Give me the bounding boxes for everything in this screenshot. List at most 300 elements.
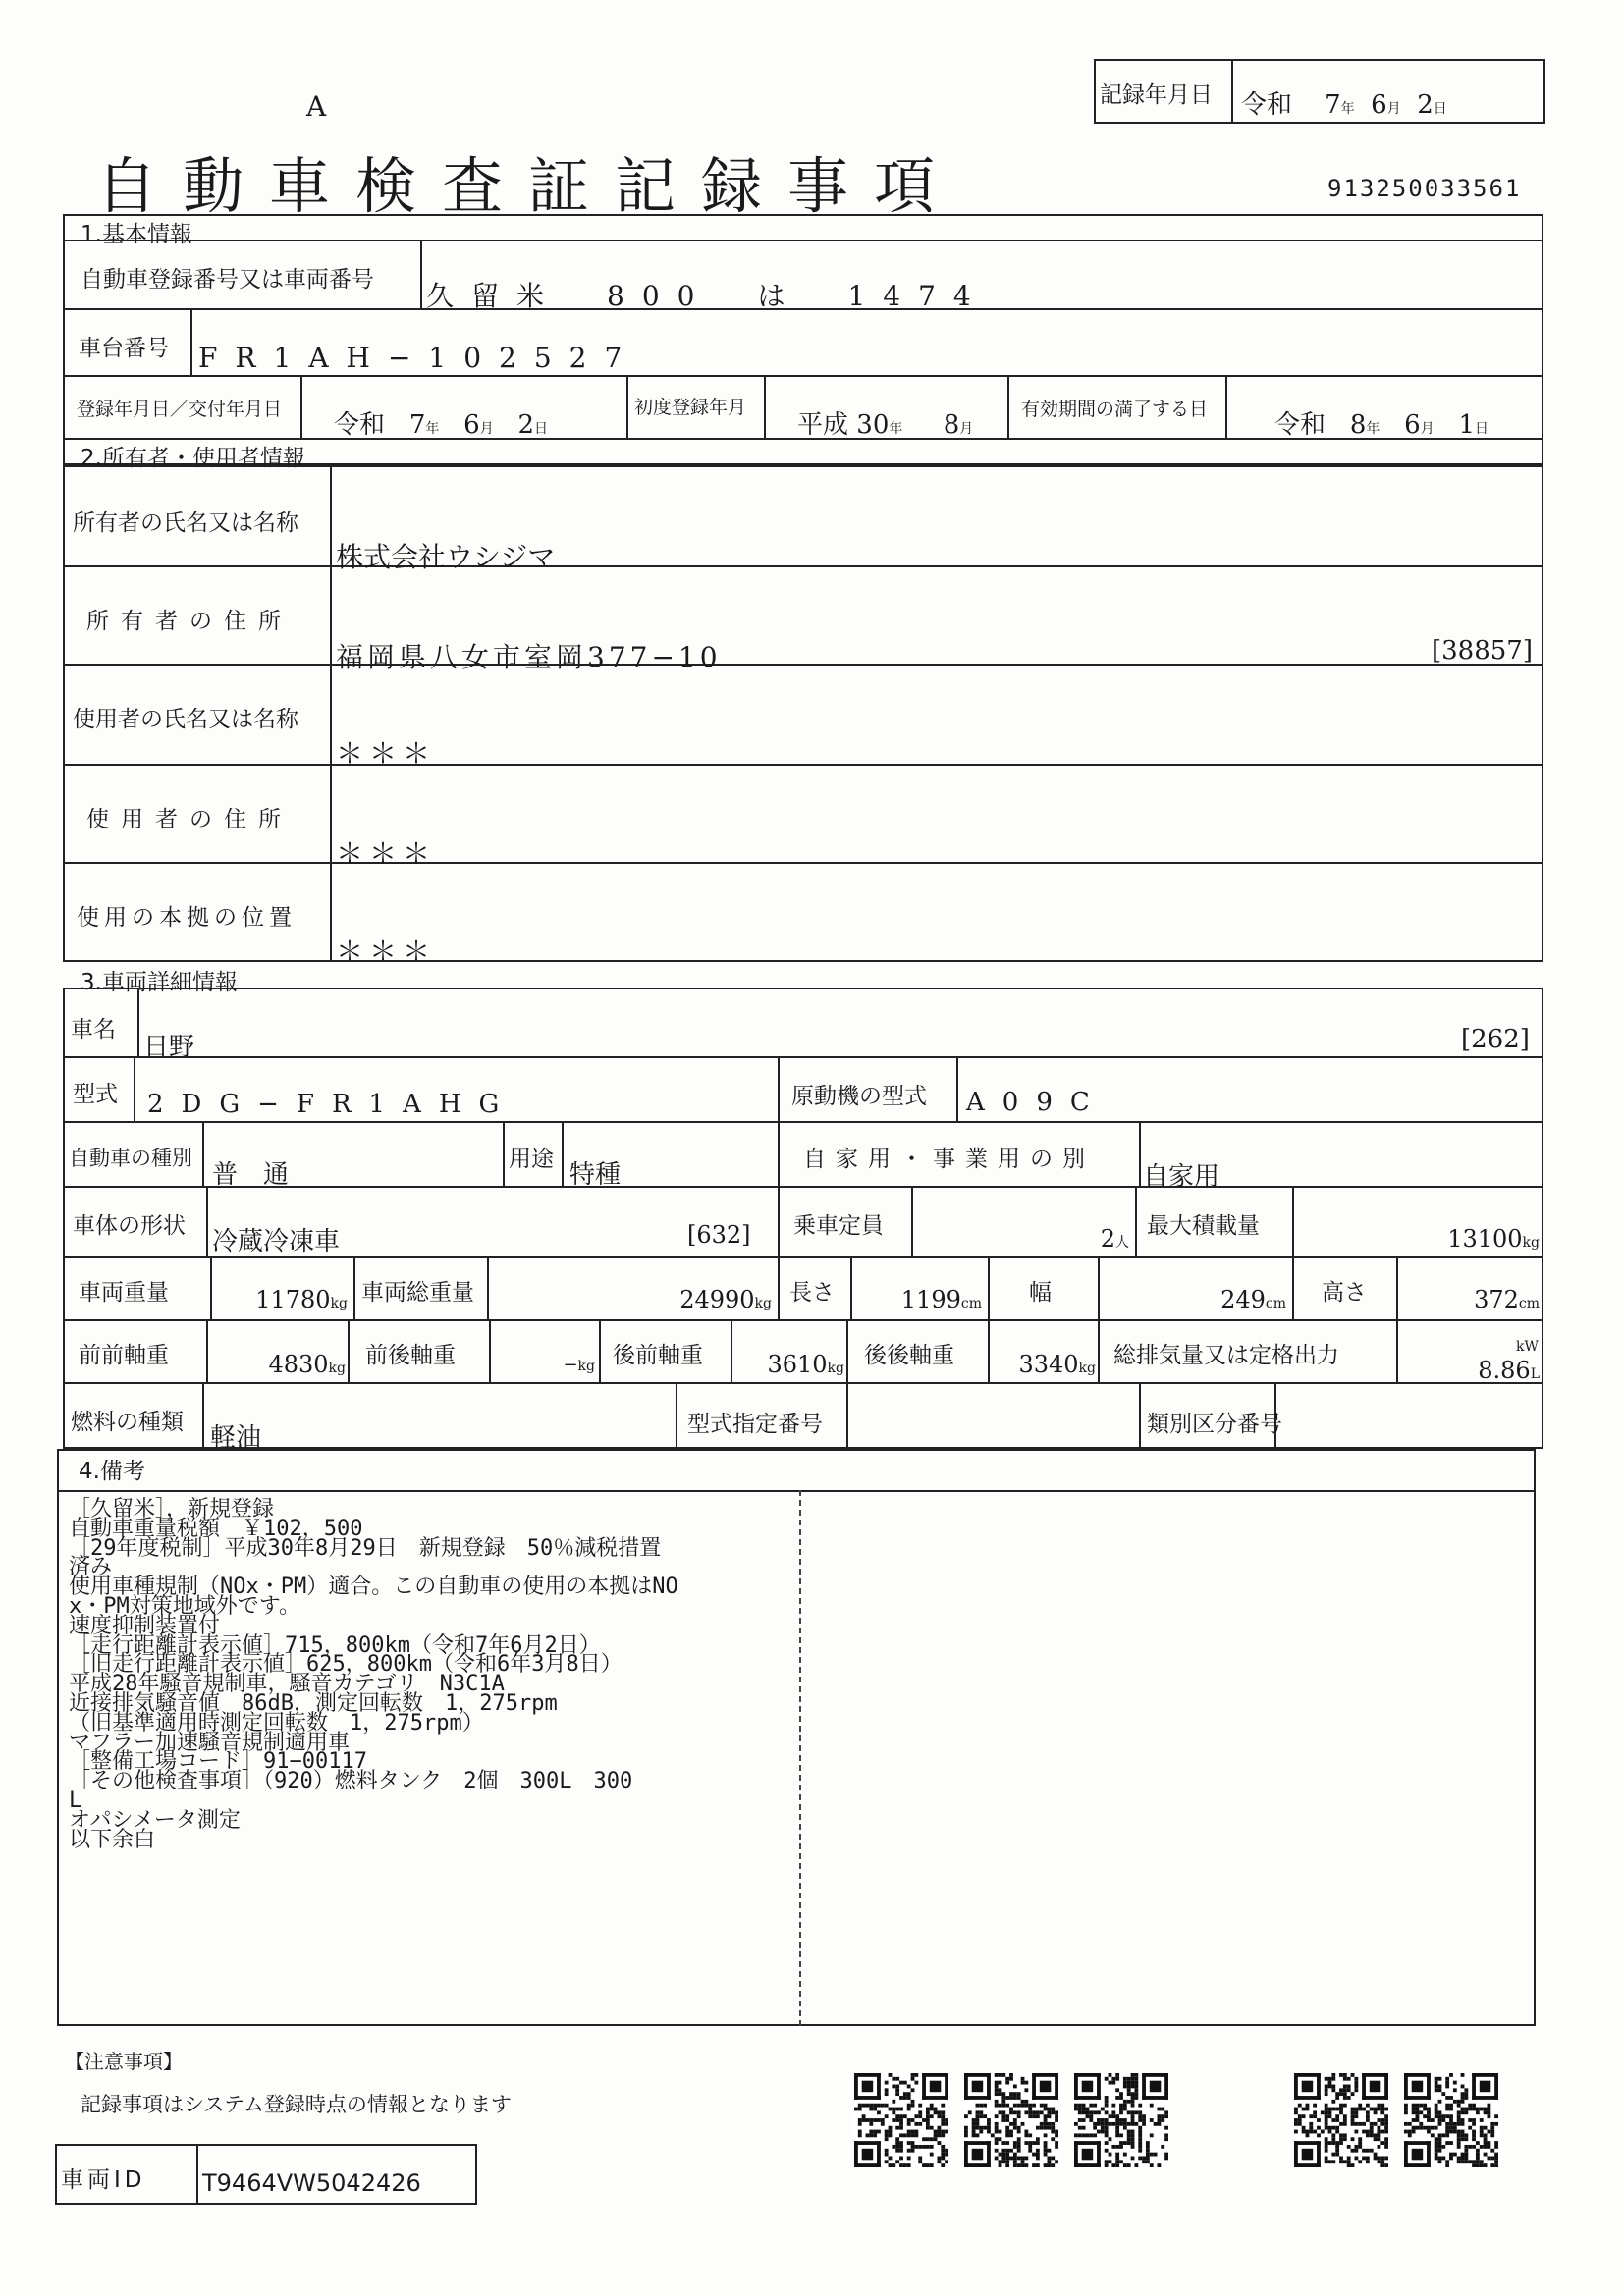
qr-module <box>1366 2110 1370 2114</box>
qr-module <box>1294 2073 1321 2077</box>
qr-module <box>1017 2092 1021 2096</box>
qr-module <box>914 2073 918 2077</box>
qr-module <box>1146 2160 1150 2163</box>
qr-module <box>1347 2077 1351 2081</box>
qr-module <box>1127 2085 1131 2089</box>
qr-module <box>1001 2156 1005 2160</box>
qr-module <box>1017 2137 1021 2141</box>
qr-module <box>1047 2160 1051 2163</box>
qr-module <box>995 2149 999 2153</box>
qr-module <box>1427 2130 1431 2134</box>
qr-module <box>1005 2114 1009 2118</box>
qr-module <box>1416 2126 1420 2130</box>
qr-module <box>1457 2137 1461 2141</box>
qr-module <box>1472 2137 1476 2141</box>
qr-module <box>1115 2160 1119 2163</box>
qr-module <box>1487 2141 1490 2145</box>
qr-module <box>930 2126 934 2130</box>
qr-module <box>862 2118 866 2122</box>
qr-module <box>1109 2122 1112 2126</box>
qr-module <box>1449 2073 1453 2077</box>
qr-module <box>895 2145 899 2149</box>
qr-module <box>1325 2108 1328 2111</box>
qr-module <box>1017 2130 1021 2134</box>
qr-module <box>1089 2133 1093 2137</box>
qr-module <box>1294 2073 1298 2100</box>
qr-module <box>1044 2133 1048 2137</box>
qr-module <box>976 2122 980 2126</box>
qr-module <box>1044 2122 1048 2126</box>
qr-module <box>1490 2163 1494 2167</box>
qr-module <box>1131 2137 1135 2141</box>
qr-module <box>987 2073 991 2100</box>
model-label: 型式 <box>73 1082 118 1107</box>
qr-module <box>1464 2096 1468 2100</box>
registration-number-label: 自動車登録番号又は車両番号 <box>81 267 374 293</box>
qr-module <box>1044 2126 1048 2130</box>
qr-module <box>1445 2163 1449 2167</box>
qr-module <box>1476 2160 1480 2163</box>
qr-module <box>1404 2073 1431 2077</box>
qr-module <box>1339 2108 1343 2111</box>
qr-module <box>937 2114 941 2118</box>
qr-module <box>1331 2108 1335 2111</box>
qr-module <box>907 2133 911 2137</box>
qr-module <box>1294 2108 1298 2111</box>
qr-module <box>1047 2163 1051 2167</box>
qr-module <box>899 2108 903 2111</box>
registration-date: 令和 7年 6月 2日 <box>334 410 549 440</box>
qr-module <box>1476 2163 1480 2167</box>
qr-module <box>1461 2130 1465 2134</box>
qr-module <box>1309 2114 1313 2118</box>
qr-module <box>1408 2133 1412 2137</box>
displacement: 8.86L <box>1478 1357 1540 1384</box>
qr-module <box>1111 2104 1115 2108</box>
qr-module <box>941 2149 945 2153</box>
qr-module <box>1457 2118 1461 2122</box>
qr-module <box>858 2108 862 2111</box>
qr-module <box>1435 2104 1438 2108</box>
qr-module <box>1001 2096 1005 2100</box>
qr-module <box>862 2081 874 2093</box>
qr-module <box>1464 2133 1468 2137</box>
qr-module <box>1472 2073 1476 2100</box>
qr-module <box>1339 2156 1343 2160</box>
qr-module <box>1494 2141 1498 2145</box>
qr-module <box>1461 2096 1465 2100</box>
qr-module <box>1416 2110 1420 2114</box>
record-date-label: 記録年月日 <box>1100 82 1213 108</box>
qr-module <box>1335 2145 1339 2149</box>
qr-module <box>1013 2085 1017 2089</box>
owner-address: 福岡県八女市室岡377−10 <box>336 641 722 673</box>
qr-module <box>1005 2153 1009 2157</box>
user-address-label: 使用者の住所 <box>86 807 293 832</box>
qr-module <box>1404 2130 1408 2134</box>
qr-module <box>941 2145 945 2149</box>
qr-module <box>995 2088 999 2092</box>
qr-module <box>1115 2145 1119 2149</box>
qr-module <box>1074 2096 1101 2100</box>
qr-module <box>1325 2110 1328 2114</box>
qr-module <box>1089 2118 1093 2122</box>
qr-module <box>1384 2156 1388 2160</box>
qr-module <box>1423 2104 1427 2108</box>
qr-module <box>1339 2104 1343 2108</box>
qr-module <box>987 2118 991 2122</box>
qr-module <box>1127 2077 1131 2081</box>
qr-module <box>930 2153 934 2157</box>
qr-module <box>1449 2122 1453 2126</box>
qr-module <box>1374 2156 1378 2160</box>
qr-module <box>1074 2104 1078 2108</box>
qr-module <box>964 2114 968 2118</box>
qr-module <box>1115 2096 1119 2100</box>
qr-module <box>1445 2133 1449 2137</box>
remark-line: オパシメータ測定 <box>69 1807 241 1833</box>
qr-module <box>1331 2160 1335 2163</box>
qr-module <box>999 2104 1002 2108</box>
qr-module <box>889 2163 893 2167</box>
qr-module <box>1040 2126 1044 2130</box>
qr-module <box>1105 2096 1109 2100</box>
qr-module <box>1313 2104 1317 2108</box>
qr-module <box>1490 2156 1494 2160</box>
qr-module <box>1009 2108 1013 2111</box>
qr-module <box>999 2088 1002 2092</box>
qr-module <box>1461 2133 1465 2137</box>
qr-module <box>907 2149 911 2153</box>
qr-module <box>1377 2133 1380 2137</box>
qr-module <box>1464 2156 1468 2160</box>
qr-module <box>1453 2153 1457 2157</box>
qr-module <box>1335 2118 1339 2122</box>
qr-module <box>1384 2145 1388 2149</box>
qr-module <box>1005 2133 1009 2137</box>
qr-module <box>1328 2081 1332 2085</box>
qr-module <box>1131 2141 1135 2145</box>
qr-module <box>941 2118 945 2122</box>
qr-module <box>1093 2104 1097 2108</box>
qr-module <box>1134 2096 1138 2100</box>
qr-module <box>1074 2141 1078 2167</box>
qr-module <box>991 2133 995 2137</box>
qr-module <box>930 2145 934 2149</box>
qr-module <box>1009 2122 1013 2126</box>
qr-module <box>1347 2163 1351 2167</box>
qr-module <box>1380 2141 1384 2145</box>
qr-module <box>995 2137 999 2141</box>
qr-module <box>903 2092 907 2096</box>
qr-module <box>1370 2126 1374 2130</box>
qr-module <box>895 2085 899 2089</box>
section-3-title: 3.車両詳細情報 <box>81 970 238 995</box>
qr-module <box>1335 2153 1339 2157</box>
qr-module <box>1150 2163 1154 2167</box>
qr-module <box>1441 2114 1445 2118</box>
qr-module <box>854 2141 881 2145</box>
qr-module <box>1468 2145 1472 2149</box>
qr-module <box>1013 2118 1017 2122</box>
user-name: ＊＊＊ <box>336 737 437 770</box>
qr-module <box>1438 2088 1442 2092</box>
qr-module <box>1461 2118 1465 2122</box>
section-4-title: 4.備考 <box>79 1459 145 1484</box>
qr-module <box>892 2100 895 2104</box>
length: 1199cm <box>900 1286 982 1313</box>
base-location-label: 使用の本拠の位置 <box>77 905 297 931</box>
qr-module <box>1047 2122 1051 2126</box>
owner-name-label: 所有者の氏名又は名称 <box>73 510 298 536</box>
qr-module <box>1294 2141 1321 2145</box>
qr-module <box>1017 2156 1021 2160</box>
qr-module <box>1457 2145 1461 2149</box>
qr-module <box>1435 2085 1438 2089</box>
qr-module <box>1347 2145 1351 2149</box>
qr-module <box>934 2108 938 2111</box>
qr-module <box>1476 2108 1480 2111</box>
qr-module <box>899 2163 903 2167</box>
qr-module <box>1078 2126 1082 2130</box>
qr-module <box>885 2081 889 2085</box>
qr-module <box>1480 2163 1484 2167</box>
qr-module <box>877 2130 881 2134</box>
qr-module <box>1105 2141 1109 2145</box>
qr-module <box>1105 2149 1109 2153</box>
qr-module <box>1101 2130 1105 2134</box>
qr-module <box>1028 2149 1032 2153</box>
qr-module <box>1017 2145 1021 2149</box>
use: 特種 <box>569 1160 622 1190</box>
qr-module <box>1142 2073 1146 2100</box>
qr-module <box>1009 2096 1013 2100</box>
qr-module <box>937 2130 941 2134</box>
length-label: 長さ <box>789 1280 835 1306</box>
qr-module <box>1384 2073 1388 2100</box>
qr-module <box>1024 2130 1028 2134</box>
qr-module <box>1438 2133 1442 2137</box>
qr-module <box>1017 2110 1021 2114</box>
qr-module <box>1438 2077 1442 2081</box>
qr-module <box>1082 2104 1086 2108</box>
qr-module <box>1328 2077 1332 2081</box>
qr-module <box>1404 2163 1431 2167</box>
qr-module <box>1294 2110 1298 2114</box>
qr-module <box>1464 2110 1468 2114</box>
qr-module <box>1339 2133 1343 2137</box>
qr-module <box>937 2160 941 2163</box>
qr-module <box>1111 2114 1115 2118</box>
qr-module <box>858 2104 862 2108</box>
qr-module <box>869 2118 873 2122</box>
qr-module <box>1331 2153 1335 2157</box>
qr-module <box>1154 2153 1158 2157</box>
capacity-label: 乗車定員 <box>793 1213 884 1239</box>
qr-module <box>937 2133 941 2137</box>
qr-module <box>1309 2122 1313 2126</box>
qr-module <box>1464 2153 1468 2157</box>
qr-module <box>1461 2085 1465 2089</box>
qr-module <box>1097 2110 1101 2114</box>
qr-module <box>1494 2163 1498 2167</box>
qr-module <box>1142 2073 1168 2077</box>
qr-module <box>1412 2130 1416 2134</box>
qr-module <box>1384 2163 1388 2167</box>
chassis-number: FR1AH−102527 <box>198 342 640 374</box>
qr-module <box>999 2163 1002 2167</box>
qr-module <box>1370 2108 1374 2111</box>
qr-module <box>877 2104 881 2108</box>
qr-module <box>926 2110 930 2114</box>
qr-module <box>1427 2073 1431 2100</box>
qr-module <box>1370 2130 1374 2134</box>
qr-module <box>926 2145 930 2149</box>
qr-module <box>1105 2160 1109 2163</box>
qr-module <box>907 2163 911 2167</box>
qr-module <box>1013 2160 1017 2163</box>
qr-module <box>964 2126 968 2130</box>
qr-module <box>1457 2114 1461 2118</box>
qr-module <box>1331 2126 1335 2130</box>
qr-module <box>1123 2077 1127 2081</box>
fuel-type: 軽油 <box>210 1423 262 1453</box>
remark-line: ［走行距離計表示値］715，800km（令和7年6月2日） <box>69 1632 601 1658</box>
qr-module <box>1001 2153 1005 2157</box>
qr-module <box>1051 2122 1055 2126</box>
qr-module <box>1013 2122 1017 2126</box>
owner-address-code: [38857] <box>1432 636 1533 666</box>
qr-module <box>1142 2114 1146 2118</box>
notice-text: 記録事項はシステム登録時点の情報となります <box>81 2093 512 2116</box>
qr-module <box>1001 2160 1005 2163</box>
qr-module <box>1354 2081 1358 2085</box>
qr-module <box>918 2145 922 2149</box>
qr-module <box>1374 2137 1378 2141</box>
rear-front-axle: 3610kg <box>767 1351 844 1378</box>
qr-module <box>1131 2114 1135 2118</box>
qr-module <box>1157 2163 1161 2167</box>
page-title: 自動車検査証記録事項 <box>96 150 961 222</box>
qr-module <box>1146 2141 1150 2145</box>
qr-module <box>1009 2156 1013 2160</box>
qr-module <box>1146 2145 1150 2149</box>
qr-module <box>1435 2141 1438 2145</box>
qr-module <box>922 2118 926 2122</box>
qr-module <box>945 2149 948 2153</box>
qr-module <box>899 2114 903 2118</box>
qr-module <box>1123 2141 1127 2145</box>
qr-module <box>1339 2160 1343 2163</box>
qr-module <box>889 2073 893 2077</box>
qr-module <box>1074 2108 1078 2111</box>
qr-module <box>1366 2118 1370 2122</box>
qr-module <box>1362 2156 1366 2160</box>
qr-module <box>1119 2104 1123 2108</box>
qr-module <box>972 2118 976 2122</box>
qr-module <box>1374 2153 1378 2157</box>
qr-module <box>945 2153 948 2157</box>
qr-module <box>922 2137 926 2141</box>
qr-module <box>1339 2110 1343 2114</box>
qr-module <box>1343 2096 1347 2100</box>
qr-module <box>862 2114 866 2118</box>
qr-module <box>1487 2156 1490 2160</box>
qr-module <box>1001 2141 1005 2145</box>
qr-module <box>1317 2141 1321 2167</box>
qr-module <box>1044 2118 1048 2122</box>
qr-module <box>964 2073 968 2100</box>
qr-module <box>1358 2160 1362 2163</box>
qr-module <box>873 2133 877 2137</box>
qr-module <box>1325 2145 1328 2149</box>
qr-module <box>1435 2156 1438 2160</box>
qr-module <box>1138 2114 1142 2118</box>
qr-module <box>1374 2110 1378 2114</box>
qr-module <box>1294 2163 1321 2167</box>
qr-module <box>1445 2108 1449 2111</box>
qr-module <box>1380 2156 1384 2160</box>
qr-module <box>881 2118 885 2122</box>
qr-module <box>1082 2108 1086 2111</box>
qr-module <box>999 2137 1002 2141</box>
qr-module <box>1142 2118 1146 2122</box>
qr-module <box>1119 2122 1123 2126</box>
qr-module <box>1343 2073 1347 2077</box>
qr-module <box>1005 2141 1009 2145</box>
qr-module <box>1009 2110 1013 2114</box>
qr-module <box>1105 2133 1109 2137</box>
qr-module <box>1302 2114 1306 2118</box>
qr-module <box>1335 2096 1339 2100</box>
qr-module <box>1427 2126 1431 2130</box>
qr-module <box>1302 2149 1314 2161</box>
qr-module <box>1457 2130 1461 2134</box>
vehicle-make: 日野 <box>143 1033 195 1062</box>
qr-module <box>889 2108 893 2111</box>
qr-module <box>1484 2110 1488 2114</box>
qr-module <box>1358 2108 1362 2111</box>
qr-module <box>869 2108 873 2111</box>
qr-module <box>1097 2118 1101 2122</box>
qr-module <box>1032 2114 1036 2118</box>
qr-module <box>1134 2081 1138 2085</box>
qr-module <box>1005 2077 1009 2081</box>
qr-module <box>1021 2104 1025 2108</box>
qr-module <box>1051 2110 1055 2114</box>
qr-module <box>1494 2114 1498 2118</box>
qr-module <box>1472 2130 1476 2134</box>
qr-module <box>914 2130 918 2134</box>
qr-module <box>1309 2126 1313 2130</box>
qr-module <box>914 2122 918 2126</box>
front-front-axle-label: 前前軸重 <box>79 1343 169 1368</box>
qr-module <box>1354 2110 1358 2114</box>
qr-module <box>1445 2114 1449 2118</box>
qr-module <box>907 2092 911 2096</box>
qr-module <box>1435 2081 1438 2085</box>
qr-module <box>926 2114 930 2118</box>
qr-module <box>1082 2118 1086 2122</box>
qr-module <box>1017 2114 1021 2118</box>
qr-module <box>1127 2081 1131 2085</box>
qr-module <box>1097 2130 1101 2134</box>
qr-module <box>1123 2118 1127 2122</box>
qr-module <box>1131 2096 1135 2100</box>
qr-module <box>1044 2104 1048 2108</box>
qr-module <box>895 2077 899 2081</box>
qr-module <box>926 2137 930 2141</box>
